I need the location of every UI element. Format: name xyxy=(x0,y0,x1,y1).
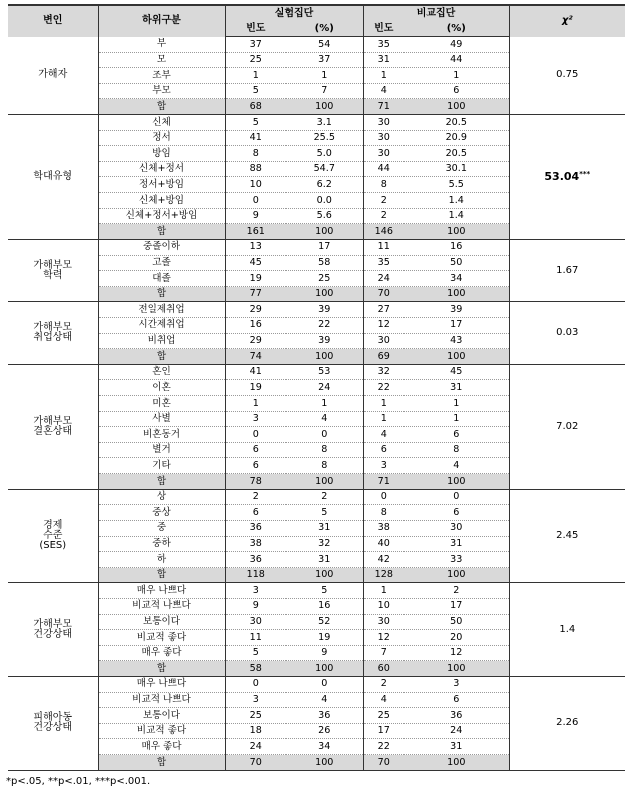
exp-frequency-cell: 68 xyxy=(225,99,286,115)
total-label: 합 xyxy=(98,474,225,490)
exp-percent-cell: 5 xyxy=(286,505,363,521)
chi-square-number: 0.75 xyxy=(556,69,579,81)
variable-label xyxy=(8,364,98,489)
variable-label xyxy=(8,583,98,677)
exp-percent-cell: 4 xyxy=(286,411,363,427)
ctrl-percent-cell: 1 xyxy=(404,396,509,412)
ctrl-frequency-cell: 22 xyxy=(363,739,404,755)
ctrl-frequency-cell: 31 xyxy=(363,52,404,68)
total-label: 합 xyxy=(98,286,225,302)
exp-frequency-cell: 29 xyxy=(225,302,286,318)
variable-label-line: 피해아동 xyxy=(33,712,73,724)
exp-frequency-cell: 10 xyxy=(225,177,286,193)
exp-percent-cell: 9 xyxy=(286,645,363,661)
header-comparison-group: 비교집단 xyxy=(363,5,509,22)
ctrl-percent-cell: 44 xyxy=(404,52,509,68)
subcategory-cell: 중 xyxy=(98,520,225,536)
exp-frequency-cell: 6 xyxy=(225,458,286,474)
chi-square-value xyxy=(509,37,625,115)
ctrl-percent-cell: 20.5 xyxy=(404,115,509,131)
exp-percent-cell: 6.2 xyxy=(286,177,363,193)
ctrl-frequency-cell: 2 xyxy=(363,676,404,692)
ctrl-frequency-cell: 1 xyxy=(363,396,404,412)
ctrl-percent-cell: 12 xyxy=(404,645,509,661)
subcategory-cell: 비취업 xyxy=(98,333,225,349)
table-row xyxy=(8,239,625,255)
chi-square-number: 2.45 xyxy=(556,530,579,541)
exp-percent-cell: 1 xyxy=(286,396,363,412)
ctrl-frequency-cell: 1 xyxy=(363,411,404,427)
ctrl-percent-cell: 20.5 xyxy=(404,146,509,162)
ctrl-percent-cell: 50 xyxy=(404,614,509,630)
significance-marker: *** xyxy=(579,170,591,179)
exp-frequency-cell: 58 xyxy=(225,661,286,677)
variable-label-line: 가해부모 xyxy=(33,259,73,271)
exp-frequency-cell: 25 xyxy=(225,52,286,68)
ctrl-frequency-cell: 4 xyxy=(363,692,404,708)
subcategory-cell: 방임 xyxy=(98,146,225,162)
exp-frequency-cell: 9 xyxy=(225,208,286,224)
exp-percent-cell: 1 xyxy=(286,68,363,84)
ctrl-frequency-cell: 35 xyxy=(363,255,404,271)
total-label: 합 xyxy=(98,224,225,240)
exp-frequency-cell: 30 xyxy=(225,614,286,630)
ctrl-percent-cell: 31 xyxy=(404,536,509,552)
ctrl-frequency-cell: 6 xyxy=(363,442,404,458)
exp-percent-cell: 32 xyxy=(286,536,363,552)
variable-label xyxy=(8,37,98,115)
ctrl-frequency-cell: 4 xyxy=(363,83,404,99)
ctrl-frequency-cell: 10 xyxy=(363,598,404,614)
exp-percent-cell: 100 xyxy=(286,286,363,302)
exp-percent-cell: 8 xyxy=(286,458,363,474)
variable-label-line: 가해부모 xyxy=(33,618,73,630)
ctrl-percent-cell: 39 xyxy=(404,302,509,318)
variable-label xyxy=(8,489,98,583)
ctrl-percent-cell: 1 xyxy=(404,411,509,427)
header-exp-frequency: 빈도 xyxy=(225,22,286,37)
ctrl-frequency-cell: 69 xyxy=(363,349,404,365)
variable-label xyxy=(8,115,98,240)
chi-square-number: 2.26 xyxy=(556,717,579,729)
exp-percent-cell: 100 xyxy=(286,224,363,240)
exp-frequency-cell: 1 xyxy=(225,68,286,84)
exp-percent-cell: 100 xyxy=(286,99,363,115)
ctrl-percent-cell: 43 xyxy=(404,333,509,349)
variable-label-line: 수준 xyxy=(43,530,63,541)
exp-percent-cell: 26 xyxy=(286,723,363,739)
subcategory-cell: 고졸 xyxy=(98,255,225,271)
exp-percent-cell: 100 xyxy=(286,567,363,583)
ctrl-frequency-cell: 12 xyxy=(363,630,404,646)
table-row xyxy=(8,676,625,692)
ctrl-percent-cell: 34 xyxy=(404,271,509,287)
exp-frequency-cell: 118 xyxy=(225,567,286,583)
exp-percent-cell: 100 xyxy=(286,755,363,771)
ctrl-percent-cell: 30.1 xyxy=(404,161,509,177)
ctrl-frequency-cell: 2 xyxy=(363,193,404,209)
variable-label-line: 학대유형 xyxy=(33,170,73,182)
exp-percent-cell: 5.0 xyxy=(286,146,363,162)
ctrl-frequency-cell: 0 xyxy=(363,489,404,505)
header-experimental-group: 실험집단 xyxy=(225,5,363,22)
ctrl-frequency-cell: 2 xyxy=(363,208,404,224)
subcategory-cell: 비교적 좋다 xyxy=(98,723,225,739)
table-row xyxy=(8,302,625,318)
ctrl-frequency-cell: 38 xyxy=(363,520,404,536)
ctrl-frequency-cell: 1 xyxy=(363,583,404,599)
ctrl-frequency-cell: 24 xyxy=(363,271,404,287)
exp-frequency-cell: 70 xyxy=(225,755,286,771)
exp-frequency-cell: 1 xyxy=(225,396,286,412)
variable-label-line: 결혼상태 xyxy=(33,425,73,437)
subcategory-cell: 시간제취업 xyxy=(98,317,225,333)
exp-percent-cell: 3.1 xyxy=(286,115,363,131)
ctrl-frequency-cell: 7 xyxy=(363,645,404,661)
exp-frequency-cell: 37 xyxy=(225,37,286,53)
ctrl-frequency-cell: 8 xyxy=(363,177,404,193)
ctrl-percent-cell: 5.5 xyxy=(404,177,509,193)
exp-frequency-cell: 74 xyxy=(225,349,286,365)
exp-percent-cell: 54.7 xyxy=(286,161,363,177)
ctrl-frequency-cell: 40 xyxy=(363,536,404,552)
exp-frequency-cell: 18 xyxy=(225,723,286,739)
exp-percent-cell: 37 xyxy=(286,52,363,68)
exp-frequency-cell: 36 xyxy=(225,552,286,568)
chi-square-value xyxy=(509,302,625,364)
ctrl-frequency-cell: 71 xyxy=(363,99,404,115)
ctrl-frequency-cell: 44 xyxy=(363,161,404,177)
ctrl-frequency-cell: 3 xyxy=(363,458,404,474)
table-row xyxy=(8,583,625,599)
subcategory-cell: 비혼동거 xyxy=(98,427,225,443)
total-label: 합 xyxy=(98,567,225,583)
exp-frequency-cell: 161 xyxy=(225,224,286,240)
ctrl-percent-cell: 0 xyxy=(404,489,509,505)
subcategory-cell: 중하 xyxy=(98,536,225,552)
ctrl-frequency-cell: 30 xyxy=(363,614,404,630)
table-row xyxy=(8,115,625,131)
ctrl-frequency-cell: 8 xyxy=(363,505,404,521)
exp-percent-cell: 0 xyxy=(286,427,363,443)
exp-percent-cell: 52 xyxy=(286,614,363,630)
table-row xyxy=(8,489,625,505)
exp-percent-cell: 5.6 xyxy=(286,208,363,224)
ctrl-percent-cell: 33 xyxy=(404,552,509,568)
header-variable: 변인 xyxy=(8,5,98,37)
ctrl-percent-cell: 1.4 xyxy=(404,193,509,209)
exp-percent-cell: 2 xyxy=(286,489,363,505)
total-label: 합 xyxy=(98,349,225,365)
subcategory-cell: 이혼 xyxy=(98,380,225,396)
frequency-table xyxy=(8,4,625,771)
variable-label-line: 가해자 xyxy=(38,69,68,81)
exp-frequency-cell: 0 xyxy=(225,193,286,209)
chi-square-number: 1.67 xyxy=(556,264,579,276)
subcategory-cell: 신체+방임 xyxy=(98,193,225,209)
total-label: 합 xyxy=(98,99,225,115)
exp-percent-cell: 7 xyxy=(286,83,363,99)
subcategory-cell: 전일제취업 xyxy=(98,302,225,318)
exp-percent-cell: 31 xyxy=(286,520,363,536)
exp-frequency-cell: 11 xyxy=(225,630,286,646)
exp-frequency-cell: 8 xyxy=(225,146,286,162)
ctrl-percent-cell: 100 xyxy=(404,286,509,302)
table-row xyxy=(8,37,625,53)
ctrl-percent-cell: 100 xyxy=(404,99,509,115)
ctrl-frequency-cell: 12 xyxy=(363,317,404,333)
subcategory-cell: 비교적 나쁘다 xyxy=(98,598,225,614)
subcategory-cell: 신체+정서+방임 xyxy=(98,208,225,224)
exp-frequency-cell: 16 xyxy=(225,317,286,333)
subcategory-cell: 중상 xyxy=(98,505,225,521)
exp-frequency-cell: 88 xyxy=(225,161,286,177)
exp-frequency-cell: 3 xyxy=(225,583,286,599)
subcategory-cell: 비교적 나쁘다 xyxy=(98,692,225,708)
exp-percent-cell: 0.0 xyxy=(286,193,363,209)
subcategory-cell: 미혼 xyxy=(98,396,225,412)
subcategory-cell: 중졸이하 xyxy=(98,239,225,255)
ctrl-percent-cell: 17 xyxy=(404,598,509,614)
ctrl-frequency-cell: 1 xyxy=(363,68,404,84)
ctrl-percent-cell: 4 xyxy=(404,458,509,474)
variable-label xyxy=(8,302,98,364)
exp-percent-cell: 0 xyxy=(286,676,363,692)
exp-percent-cell: 39 xyxy=(286,302,363,318)
exp-percent-cell: 25 xyxy=(286,271,363,287)
chi-square-value xyxy=(509,115,625,240)
exp-frequency-cell: 25 xyxy=(225,708,286,724)
ctrl-frequency-cell: 27 xyxy=(363,302,404,318)
exp-percent-cell: 4 xyxy=(286,692,363,708)
ctrl-percent-cell: 31 xyxy=(404,380,509,396)
ctrl-frequency-cell: 35 xyxy=(363,37,404,53)
exp-frequency-cell: 9 xyxy=(225,598,286,614)
ctrl-frequency-cell: 17 xyxy=(363,723,404,739)
variable-label xyxy=(8,676,98,770)
exp-frequency-cell: 36 xyxy=(225,520,286,536)
subcategory-cell: 혼인 xyxy=(98,364,225,380)
ctrl-percent-cell: 6 xyxy=(404,427,509,443)
subcategory-cell: 매우 좋다 xyxy=(98,739,225,755)
exp-percent-cell: 100 xyxy=(286,661,363,677)
subcategory-cell: 신체+정서 xyxy=(98,161,225,177)
ctrl-percent-cell: 6 xyxy=(404,83,509,99)
exp-percent-cell: 22 xyxy=(286,317,363,333)
ctrl-percent-cell: 36 xyxy=(404,708,509,724)
subcategory-cell: 부 xyxy=(98,37,225,53)
ctrl-frequency-cell: 146 xyxy=(363,224,404,240)
exp-percent-cell: 16 xyxy=(286,598,363,614)
chi-square-number: 1.4 xyxy=(559,623,576,635)
chi-square-value xyxy=(509,489,625,583)
exp-frequency-cell: 3 xyxy=(225,692,286,708)
exp-percent-cell: 34 xyxy=(286,739,363,755)
exp-percent-cell: 5 xyxy=(286,583,363,599)
ctrl-percent-cell: 17 xyxy=(404,317,509,333)
exp-percent-cell: 31 xyxy=(286,552,363,568)
subcategory-cell: 하 xyxy=(98,552,225,568)
table-row xyxy=(8,364,625,380)
subcategory-cell: 보통이다 xyxy=(98,614,225,630)
subcategory-cell: 모 xyxy=(98,52,225,68)
exp-frequency-cell: 6 xyxy=(225,442,286,458)
ctrl-frequency-cell: 11 xyxy=(363,239,404,255)
exp-frequency-cell: 3 xyxy=(225,411,286,427)
subcategory-cell: 신체 xyxy=(98,115,225,131)
ctrl-percent-cell: 1.4 xyxy=(404,208,509,224)
header-ctrl-frequency: 빈도 xyxy=(363,22,404,37)
variable-label-line: (SES) xyxy=(39,540,67,551)
exp-frequency-cell: 19 xyxy=(225,271,286,287)
variable-label-line: 학력 xyxy=(43,269,63,281)
ctrl-percent-cell: 49 xyxy=(404,37,509,53)
ctrl-frequency-cell: 60 xyxy=(363,661,404,677)
ctrl-percent-cell: 31 xyxy=(404,739,509,755)
header-subcategory: 하위구분 xyxy=(98,5,225,37)
ctrl-percent-cell: 6 xyxy=(404,505,509,521)
exp-frequency-cell: 77 xyxy=(225,286,286,302)
ctrl-frequency-cell: 4 xyxy=(363,427,404,443)
total-label: 합 xyxy=(98,755,225,771)
exp-frequency-cell: 5 xyxy=(225,645,286,661)
ctrl-percent-cell: 20 xyxy=(404,630,509,646)
exp-percent-cell: 24 xyxy=(286,380,363,396)
subcategory-cell: 비교적 좋다 xyxy=(98,630,225,646)
ctrl-frequency-cell: 32 xyxy=(363,364,404,380)
ctrl-percent-cell: 6 xyxy=(404,692,509,708)
exp-frequency-cell: 45 xyxy=(225,255,286,271)
ctrl-frequency-cell: 25 xyxy=(363,708,404,724)
exp-percent-cell: 39 xyxy=(286,333,363,349)
ctrl-percent-cell: 8 xyxy=(404,442,509,458)
exp-frequency-cell: 0 xyxy=(225,676,286,692)
variable-label-line: 경제 xyxy=(43,520,63,531)
ctrl-percent-cell: 16 xyxy=(404,239,509,255)
exp-frequency-cell: 78 xyxy=(225,474,286,490)
chi-square-number: 7.02 xyxy=(556,420,579,432)
exp-frequency-cell: 6 xyxy=(225,505,286,521)
exp-percent-cell: 17 xyxy=(286,239,363,255)
subcategory-cell: 조부 xyxy=(98,68,225,84)
subcategory-cell: 매우 나쁘다 xyxy=(98,676,225,692)
exp-frequency-cell: 0 xyxy=(225,427,286,443)
significance-footnote: *p<.05, **p<.01, ***p<.001. xyxy=(6,776,151,787)
header-row-1 xyxy=(8,5,625,22)
exp-percent-cell: 36 xyxy=(286,708,363,724)
ctrl-frequency-cell: 70 xyxy=(363,286,404,302)
exp-percent-cell: 53 xyxy=(286,364,363,380)
exp-frequency-cell: 38 xyxy=(225,536,286,552)
chi-square-number: 0.03 xyxy=(556,327,579,339)
exp-percent-cell: 54 xyxy=(286,37,363,53)
chi-square-value xyxy=(509,676,625,770)
subcategory-cell: 사별 xyxy=(98,411,225,427)
exp-frequency-cell: 5 xyxy=(225,83,286,99)
ctrl-frequency-cell: 70 xyxy=(363,755,404,771)
variable-label xyxy=(8,239,98,301)
exp-percent-cell: 19 xyxy=(286,630,363,646)
ctrl-frequency-cell: 42 xyxy=(363,552,404,568)
exp-frequency-cell: 29 xyxy=(225,333,286,349)
exp-frequency-cell: 24 xyxy=(225,739,286,755)
ctrl-percent-cell: 100 xyxy=(404,755,509,771)
exp-frequency-cell: 2 xyxy=(225,489,286,505)
ctrl-percent-cell: 100 xyxy=(404,349,509,365)
subcategory-cell: 보통이다 xyxy=(98,708,225,724)
ctrl-frequency-cell: 30 xyxy=(363,115,404,131)
ctrl-frequency-cell: 71 xyxy=(363,474,404,490)
total-label: 합 xyxy=(98,661,225,677)
exp-percent-cell: 58 xyxy=(286,255,363,271)
ctrl-percent-cell: 50 xyxy=(404,255,509,271)
ctrl-frequency-cell: 30 xyxy=(363,130,404,146)
exp-percent-cell: 25.5 xyxy=(286,130,363,146)
ctrl-percent-cell: 100 xyxy=(404,661,509,677)
exp-frequency-cell: 13 xyxy=(225,239,286,255)
subcategory-cell: 상 xyxy=(98,489,225,505)
subcategory-cell: 정서 xyxy=(98,130,225,146)
variable-label-line: 건강상태 xyxy=(33,722,73,734)
variable-label-line: 가해부모 xyxy=(33,322,73,334)
ctrl-percent-cell: 3 xyxy=(404,676,509,692)
table-body xyxy=(8,37,625,771)
ctrl-frequency-cell: 22 xyxy=(363,380,404,396)
chi-square-value xyxy=(509,583,625,677)
ctrl-frequency-cell: 128 xyxy=(363,567,404,583)
subcategory-cell: 매우 나쁘다 xyxy=(98,583,225,599)
ctrl-percent-cell: 1 xyxy=(404,68,509,84)
exp-percent-cell: 100 xyxy=(286,474,363,490)
exp-frequency-cell: 41 xyxy=(225,364,286,380)
ctrl-percent-cell: 20.9 xyxy=(404,130,509,146)
ctrl-percent-cell: 100 xyxy=(404,474,509,490)
ctrl-percent-cell: 100 xyxy=(404,224,509,240)
subcategory-cell: 대졸 xyxy=(98,271,225,287)
subcategory-cell: 매우 좋다 xyxy=(98,645,225,661)
exp-percent-cell: 8 xyxy=(286,442,363,458)
ctrl-percent-cell: 2 xyxy=(404,583,509,599)
variable-label-line: 건강상태 xyxy=(33,628,73,640)
variable-label-line: 가해부모 xyxy=(33,415,73,427)
subcategory-cell: 부모 xyxy=(98,83,225,99)
ctrl-frequency-cell: 30 xyxy=(363,146,404,162)
exp-percent-cell: 100 xyxy=(286,349,363,365)
header-ctrl-percent: (%) xyxy=(404,22,509,37)
variable-label-line: 취업상태 xyxy=(33,332,73,344)
ctrl-percent-cell: 45 xyxy=(404,364,509,380)
chi-square-number: 53.04 xyxy=(544,170,580,184)
header-chi-square: χ² xyxy=(509,5,625,37)
ctrl-percent-cell: 24 xyxy=(404,723,509,739)
subcategory-cell: 별거 xyxy=(98,442,225,458)
chi-square-value xyxy=(509,239,625,301)
ctrl-percent-cell: 100 xyxy=(404,567,509,583)
exp-frequency-cell: 19 xyxy=(225,380,286,396)
subcategory-cell: 기타 xyxy=(98,458,225,474)
header-exp-percent: (%) xyxy=(286,22,363,37)
chi-square-value xyxy=(509,364,625,489)
exp-frequency-cell: 41 xyxy=(225,130,286,146)
exp-frequency-cell: 5 xyxy=(225,115,286,131)
subcategory-cell: 정서+방임 xyxy=(98,177,225,193)
ctrl-percent-cell: 30 xyxy=(404,520,509,536)
ctrl-frequency-cell: 30 xyxy=(363,333,404,349)
